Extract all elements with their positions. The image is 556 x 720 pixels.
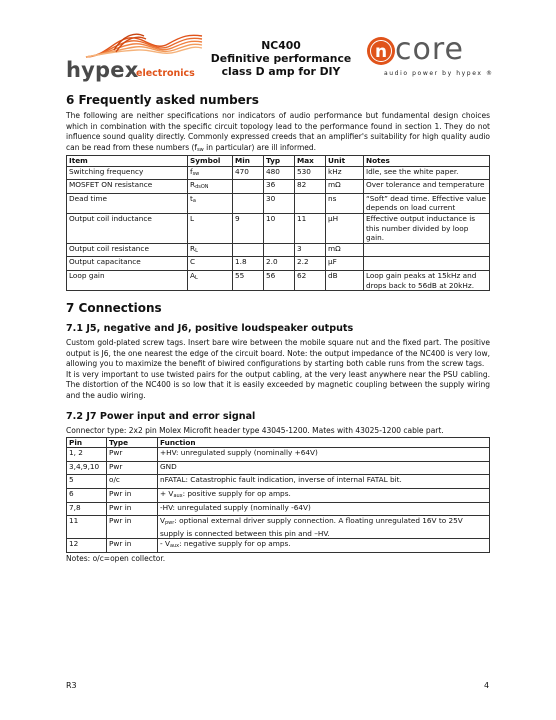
cell-function: $V_{pwr}$: optional external driver supply connection. A floating unregulated 16V to 25V supply is connected between this pin and –HV. xyxy=(158,516,490,539)
cell-unit: µF xyxy=(326,257,364,271)
cell-notes xyxy=(364,243,490,257)
cell-typ: 480 xyxy=(264,166,295,180)
cell-item: MOSFET ON resistance xyxy=(67,180,188,194)
table-row xyxy=(67,461,490,475)
cell-notes xyxy=(364,257,490,271)
ncore-tagline: audio power by hypex ® xyxy=(384,70,494,77)
title-line-2: Definitive performance xyxy=(210,52,352,65)
cell-unit: dB xyxy=(326,270,364,290)
cell-type: Pwr xyxy=(107,448,158,462)
badge-letter: n xyxy=(374,42,388,62)
title-line-3: class D amp for DIY xyxy=(221,65,341,78)
table-row xyxy=(67,489,490,503)
cell-pin: 6 xyxy=(67,489,107,503)
col-header-type: Type xyxy=(107,437,158,448)
table-header-row xyxy=(67,156,490,167)
cell-function: GND xyxy=(158,461,490,475)
table-row xyxy=(67,502,490,516)
col-header-item: Item xyxy=(67,156,188,167)
table-row xyxy=(67,475,490,489)
wave-logo-icon xyxy=(84,30,204,60)
cell-unit: µH xyxy=(326,213,364,243)
table-row xyxy=(67,270,490,290)
section-7-1-heading: 7.1 J5, negative and J6, positive loudspeaker outputs xyxy=(66,323,354,335)
cell-function: + $V_{aux}$: positive supply for op amps. xyxy=(158,489,490,503)
cell-max: 530 xyxy=(295,166,326,180)
cell-typ: 10 xyxy=(264,213,295,243)
cell-max: 62 xyxy=(295,270,326,290)
table-row xyxy=(67,243,490,257)
cell-symbol: $R_{dsON}$ xyxy=(188,180,233,194)
cell-unit: kHz xyxy=(326,166,364,180)
col-header-function: Function xyxy=(158,437,490,448)
cell-type: Pwr xyxy=(107,461,158,475)
cell-pin: 3,4,9,10 xyxy=(67,461,107,475)
ncore-logo xyxy=(366,32,494,82)
cell-min: 470 xyxy=(233,166,264,180)
page-header xyxy=(66,30,494,82)
table-notes: Notes: o/c=open collector. xyxy=(66,553,166,563)
cell-pin: 1, 2 xyxy=(67,448,107,462)
cell-symbol: $A_L$ xyxy=(188,270,233,290)
table-row xyxy=(67,213,490,243)
section-7-1-paragraph-2: It is very important to use twisted pairs for the output cabling, at the very least anywhere near the PSU cabling. The distortion of the NC400 is so low that it is easily exceeded by magnetic coupling between the supply wiring and the audio wiring. xyxy=(66,369,490,400)
cell-max: 11 xyxy=(295,213,326,243)
table-row xyxy=(67,516,490,539)
numbers-table xyxy=(66,155,490,291)
cell-function: +HV: unregulated supply (nominally +64V) xyxy=(158,448,490,462)
cell-max: 3 xyxy=(295,243,326,257)
cell-type: Pwr in xyxy=(107,489,158,503)
page-content xyxy=(66,93,490,564)
cell-notes: “Soft” dead time. Effective value depends on load current xyxy=(364,193,490,213)
cell-notes: Loop gain peaks at 15kHz and drops back to 56dB at 20kHz. xyxy=(364,270,490,290)
cell-typ: 2.0 xyxy=(264,257,295,271)
col-header-min: Min xyxy=(233,156,264,167)
cell-item: Output coil inductance xyxy=(67,213,188,243)
cell-symbol: $R_L$ xyxy=(188,243,233,257)
document-title xyxy=(204,39,358,78)
ncore-badge-icon xyxy=(366,36,396,66)
table-header-row xyxy=(67,437,490,448)
cell-pin: 5 xyxy=(67,475,107,489)
title-line-1: NC400 xyxy=(261,39,301,52)
cell-max: 82 xyxy=(295,180,326,194)
connector-table xyxy=(66,437,490,553)
cell-unit: ns xyxy=(326,193,364,213)
cell-notes: Effective output inductance is this number divided by loop gain. xyxy=(364,213,490,243)
col-header-unit: Unit xyxy=(326,156,364,167)
cell-pin: 12 xyxy=(67,539,107,553)
table-row xyxy=(67,539,490,553)
cell-function: nFATAL: Catastrophic fault indication, inverse of internal FATAL bit. xyxy=(158,475,490,489)
section-7-1-paragraph-1: Custom gold-plated screw tags. Insert bare wire between the mobile square nut and the fixed part. The positive output is J6, the one nearest the edge of the circuit board. Note: the output impedance of the NC400 is very low, allowing you to maximize the benefit of biwired configurations by starting both cable runs from the screw tags. xyxy=(66,338,490,369)
col-header-symbol: Symbol xyxy=(188,156,233,167)
page-number: 4 xyxy=(484,681,490,690)
section-7-2-heading: 7.2 J7 Power input and error signal xyxy=(66,411,256,423)
cell-pin: 7,8 xyxy=(67,502,107,516)
cell-max: 2.2 xyxy=(295,257,326,271)
ncore-word: core xyxy=(395,32,464,67)
col-header-pin: Pin xyxy=(67,437,107,448)
cell-min: 9 xyxy=(233,213,264,243)
cell-min xyxy=(233,180,264,194)
cell-type: Pwr in xyxy=(107,502,158,516)
cell-function: - $V_{aux}$: negative supply for op amps. xyxy=(158,539,490,553)
cell-min: 1.8 xyxy=(233,257,264,271)
cell-typ: 56 xyxy=(264,270,295,290)
cell-min: 55 xyxy=(233,270,264,290)
cell-max xyxy=(295,193,326,213)
cell-unit: mΩ xyxy=(326,180,364,194)
table-row xyxy=(67,257,490,271)
hypex-logo xyxy=(66,30,206,80)
cell-item: Switching frequency xyxy=(67,166,188,180)
col-header-notes: Notes xyxy=(364,156,490,167)
cell-typ: 36 xyxy=(264,180,295,194)
cell-type: Pwr in xyxy=(107,516,158,539)
cell-item: Loop gain xyxy=(67,270,188,290)
cell-min xyxy=(233,243,264,257)
cell-min xyxy=(233,193,264,213)
cell-notes: Over tolerance and temperature xyxy=(364,180,490,194)
brand-subtitle: electronics xyxy=(136,68,195,79)
cell-symbol: $t_a$ xyxy=(188,193,233,213)
section-7-2-paragraph: Connector type: 2x2 pin Molex Microfit header type 43045-1200. Mates with 43025-1200 cable part. xyxy=(66,426,444,436)
cell-symbol: L xyxy=(188,213,233,243)
cell-item: Output capacitance xyxy=(67,257,188,271)
cell-item: Output coil resistance xyxy=(67,243,188,257)
cell-unit: mΩ xyxy=(326,243,364,257)
cell-item: Dead time xyxy=(67,193,188,213)
cell-type: o/c xyxy=(107,475,158,489)
table-row xyxy=(67,193,490,213)
section-6-intro: The following are neither specifications nor indicators of audio performance but fundamental design choices which in combination with the specific circuit topology lead to the performance found in section 1. They do not influence sound quality directly. Commonly expressed creeds that an amplifier's suitability for high quality audio can be read from these numbers ($f_{sw}$ in particular) are ill informed. xyxy=(66,111,490,153)
cell-function: -HV: unregulated supply (nominally -64V) xyxy=(158,502,490,516)
section-7-heading: 7 Connections xyxy=(66,301,162,316)
cell-notes: Idle, see the white paper. xyxy=(364,166,490,180)
cell-typ: 30 xyxy=(264,193,295,213)
cell-symbol: $f_{sw}$ xyxy=(188,166,233,180)
cell-type: Pwr in xyxy=(107,539,158,553)
table-row xyxy=(67,448,490,462)
brand-name: hypex xyxy=(66,58,139,82)
table-row xyxy=(67,180,490,194)
revision-label: R3 xyxy=(66,681,77,690)
cell-symbol: C xyxy=(188,257,233,271)
cell-typ xyxy=(264,243,295,257)
table-row xyxy=(67,166,490,180)
col-header-typ: Typ xyxy=(264,156,295,167)
col-header-max: Max xyxy=(295,156,326,167)
cell-pin: 11 xyxy=(67,516,107,539)
section-6-heading: 6 Frequently asked numbers xyxy=(66,93,259,107)
